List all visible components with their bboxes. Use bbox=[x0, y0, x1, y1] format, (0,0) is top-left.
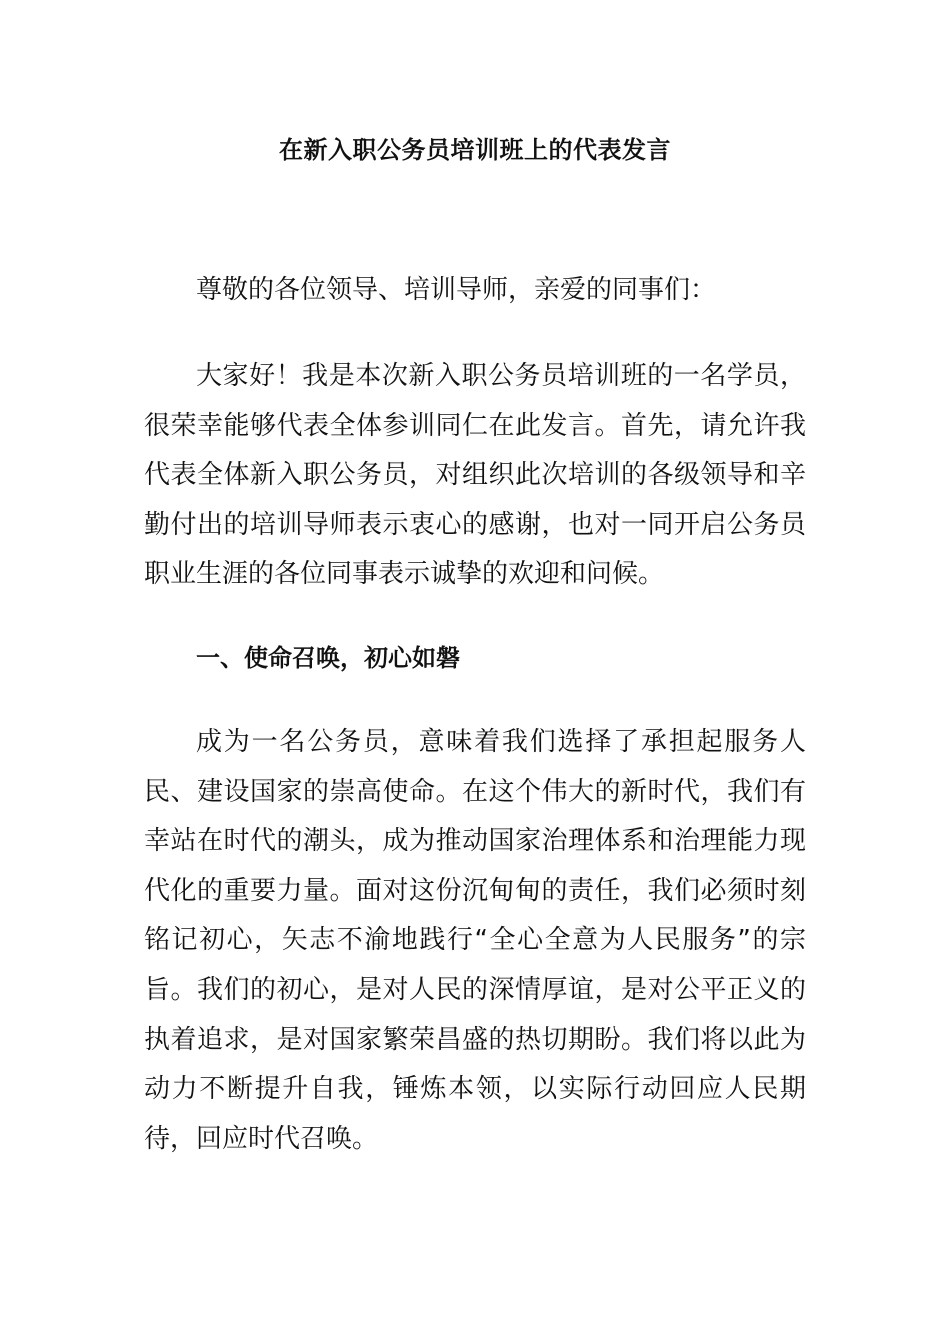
paragraph-intro: 大家好！我是本次新入职公务员培训班的一名学员，很荣幸能够代表全体参训同仁在此发言。首先，请允许我代表全体新入职公务员，对组织此次培训的各级领导和辛勤付出的培训导师表示衷心的感谢，也对一同开启公务员职业生涯的各位同事表示诚挚的欢迎和问候。 bbox=[144, 361, 806, 590]
paragraph-mission: 成为一名公务员，意味着我们选择了承担起服务人民、建设国家的崇高使命。在这个伟大的新时代，我们有幸站在时代的潮头，成为推动国家治理体系和治理能力现代化的重要力量。面对这份沉甸甸的责任，我们必须时刻铭记初心，矢志不渝地践行“全心全意为人民服务”的宗旨。我们的初心，是对人民的深情厚谊，是对公平正义的执着追求，是对国家繁荣昌盛的热切期盼。我们将以此为动力不断提升自我，锤炼本领，以实际行动回应人民期待，回应时代召唤。 bbox=[144, 727, 806, 1154]
section-heading: 一、使命召唤，初心如磐 bbox=[196, 644, 460, 672]
document-title: 在新入职公务员培训班上的代表发言 bbox=[279, 136, 671, 164]
salutation: 尊敬的各位领导、培训导师，亲爱的同事们： bbox=[196, 275, 717, 305]
